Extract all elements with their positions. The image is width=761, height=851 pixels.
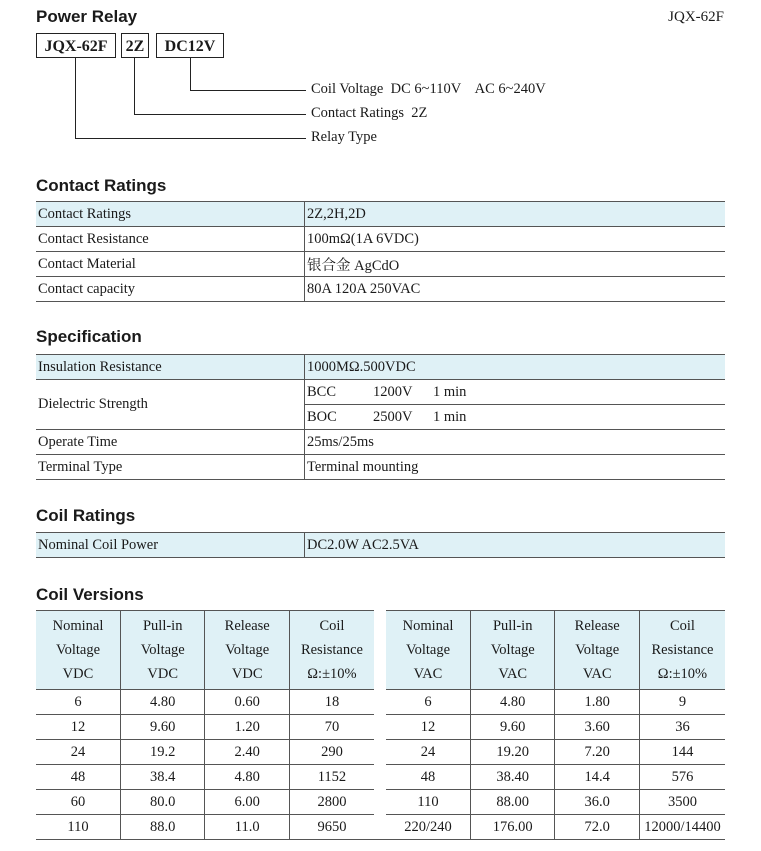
table-cell: 11.0	[205, 815, 289, 840]
row-label: Contact Resistance	[36, 227, 305, 252]
row-value: Terminal mounting	[305, 455, 726, 480]
table-cell: 9.60	[120, 715, 204, 740]
row-value: 100mΩ(1A 6VDC)	[305, 227, 726, 252]
table-cell: 576	[639, 765, 725, 790]
contact-ratings-label: Contact Ratings 2Z	[311, 105, 428, 121]
table-cell: 7.20	[555, 740, 639, 765]
row-label: Insulation Resistance	[36, 355, 305, 380]
test-name: BOC	[307, 408, 337, 425]
table-cell: 48	[36, 765, 120, 790]
column-gap	[374, 815, 386, 840]
section-title-contact-ratings: Contact Ratings	[36, 176, 167, 195]
table-cell: 70	[289, 715, 373, 740]
table-row	[36, 815, 725, 840]
table-cell: 9	[639, 690, 725, 715]
column-header: Nominal Voltage VAC	[386, 611, 470, 690]
table-cell: 12	[36, 715, 120, 740]
test-time: 1 min	[433, 383, 467, 400]
column-header: Coil Resistance Ω:±10%	[289, 611, 373, 690]
table-cell: 110	[386, 790, 470, 815]
table-cell: 0.60	[205, 690, 289, 715]
leader-line	[134, 114, 306, 115]
column-gap	[374, 611, 386, 690]
table-cell: 88.00	[470, 790, 554, 815]
table-cell: 48	[386, 765, 470, 790]
table-cell: 176.00	[470, 815, 554, 840]
column-gap	[374, 765, 386, 790]
row-value: DC2.0W AC2.5VA	[305, 533, 726, 558]
table-row	[36, 533, 725, 558]
table-cell: 290	[289, 740, 373, 765]
column-header: Release Voltage VDC	[205, 611, 289, 690]
test-time: 1 min	[433, 408, 467, 425]
coil-versions-table	[36, 610, 725, 840]
row-label: Nominal Coil Power	[36, 533, 305, 558]
row-value: 80A 120A 250VAC	[305, 277, 726, 302]
table-cell: 19.2	[120, 740, 204, 765]
table-row	[36, 740, 725, 765]
model-number: JQX-62F	[668, 9, 724, 25]
table-cell: 38.40	[470, 765, 554, 790]
table-row	[36, 252, 725, 277]
section-title-coil-versions: Coil Versions	[36, 585, 144, 604]
row-value: 1000MΩ.500VDC	[305, 355, 726, 380]
table-cell: 60	[36, 790, 120, 815]
table-cell: 2.40	[205, 740, 289, 765]
table-cell: 6.00	[205, 790, 289, 815]
leader-line	[190, 58, 191, 91]
table-cell: 9.60	[470, 715, 554, 740]
leader-line	[75, 138, 306, 139]
table-cell: 4.80	[205, 765, 289, 790]
row-value: 25ms/25ms	[305, 430, 726, 455]
table-cell: 88.0	[120, 815, 204, 840]
table-row	[36, 355, 725, 380]
column-header: Pull-in Voltage VDC	[120, 611, 204, 690]
coil-ratings-table	[36, 532, 725, 558]
table-cell: 1.20	[205, 715, 289, 740]
table-cell: 220/240	[386, 815, 470, 840]
table-row	[36, 277, 725, 302]
table-cell: 4.80	[470, 690, 554, 715]
table-row	[36, 430, 725, 455]
table-row	[36, 455, 725, 480]
coil-voltage-label: Coil Voltage DC 6~110V AC 6~240V	[311, 81, 546, 97]
table-cell: 110	[36, 815, 120, 840]
column-gap	[374, 740, 386, 765]
table-cell: 12000/14400	[639, 815, 725, 840]
row-label: Contact Ratings	[36, 202, 305, 227]
table-cell: 19.20	[470, 740, 554, 765]
table-row	[36, 380, 725, 405]
table-cell: 9650	[289, 815, 373, 840]
table-cell: 36	[639, 715, 725, 740]
table-row	[36, 690, 725, 715]
leader-line	[190, 90, 306, 91]
contact-ratings-table	[36, 201, 725, 302]
table-cell: 3500	[639, 790, 725, 815]
test-voltage: 2500V	[373, 408, 413, 425]
test-name: BCC	[307, 383, 337, 400]
table-row	[36, 715, 725, 740]
table-row	[36, 202, 725, 227]
row-label: Terminal Type	[36, 455, 305, 480]
table-header-row	[36, 611, 725, 690]
row-label: Dielectric Strength	[36, 380, 305, 430]
table-cell: 144	[639, 740, 725, 765]
page-title: Power Relay	[36, 7, 138, 26]
table-cell: 2800	[289, 790, 373, 815]
row-label: Contact capacity	[36, 277, 305, 302]
leader-line	[75, 58, 76, 139]
table-cell: 18	[289, 690, 373, 715]
relay-type-label: Relay Type	[311, 129, 377, 145]
column-header: Coil Resistance Ω:±10%	[639, 611, 725, 690]
table-cell: 14.4	[555, 765, 639, 790]
test-voltage: 1200V	[373, 383, 413, 400]
table-row	[36, 765, 725, 790]
code-box-coil-voltage: DC12V	[156, 33, 224, 58]
table-cell: 36.0	[555, 790, 639, 815]
table-cell: 3.60	[555, 715, 639, 740]
table-row	[36, 790, 725, 815]
table-cell: 1.80	[555, 690, 639, 715]
column-gap	[374, 715, 386, 740]
table-cell: 72.0	[555, 815, 639, 840]
table-cell: 1152	[289, 765, 373, 790]
row-value	[305, 380, 726, 405]
row-label: Contact Material	[36, 252, 305, 277]
code-box-relay-type: JQX-62F	[36, 33, 116, 58]
table-cell: 38.4	[120, 765, 204, 790]
leader-line	[134, 58, 135, 115]
specification-table	[36, 354, 725, 480]
column-header: Release Voltage VAC	[555, 611, 639, 690]
table-row	[36, 227, 725, 252]
row-value: 2Z,2H,2D	[305, 202, 726, 227]
column-gap	[374, 690, 386, 715]
table-cell: 4.80	[120, 690, 204, 715]
table-cell: 6	[386, 690, 470, 715]
table-cell: 6	[36, 690, 120, 715]
table-cell: 24	[36, 740, 120, 765]
row-label: Operate Time	[36, 430, 305, 455]
row-value	[305, 405, 726, 430]
column-header: Pull-in Voltage VAC	[470, 611, 554, 690]
column-gap	[374, 790, 386, 815]
section-title-specification: Specification	[36, 327, 142, 346]
column-header: Nominal Voltage VDC	[36, 611, 120, 690]
table-cell: 24	[386, 740, 470, 765]
section-title-coil-ratings: Coil Ratings	[36, 506, 136, 525]
code-box-contact: 2Z	[121, 33, 149, 58]
row-value: 银合金 AgCdO	[305, 252, 726, 277]
table-cell: 12	[386, 715, 470, 740]
table-cell: 80.0	[120, 790, 204, 815]
